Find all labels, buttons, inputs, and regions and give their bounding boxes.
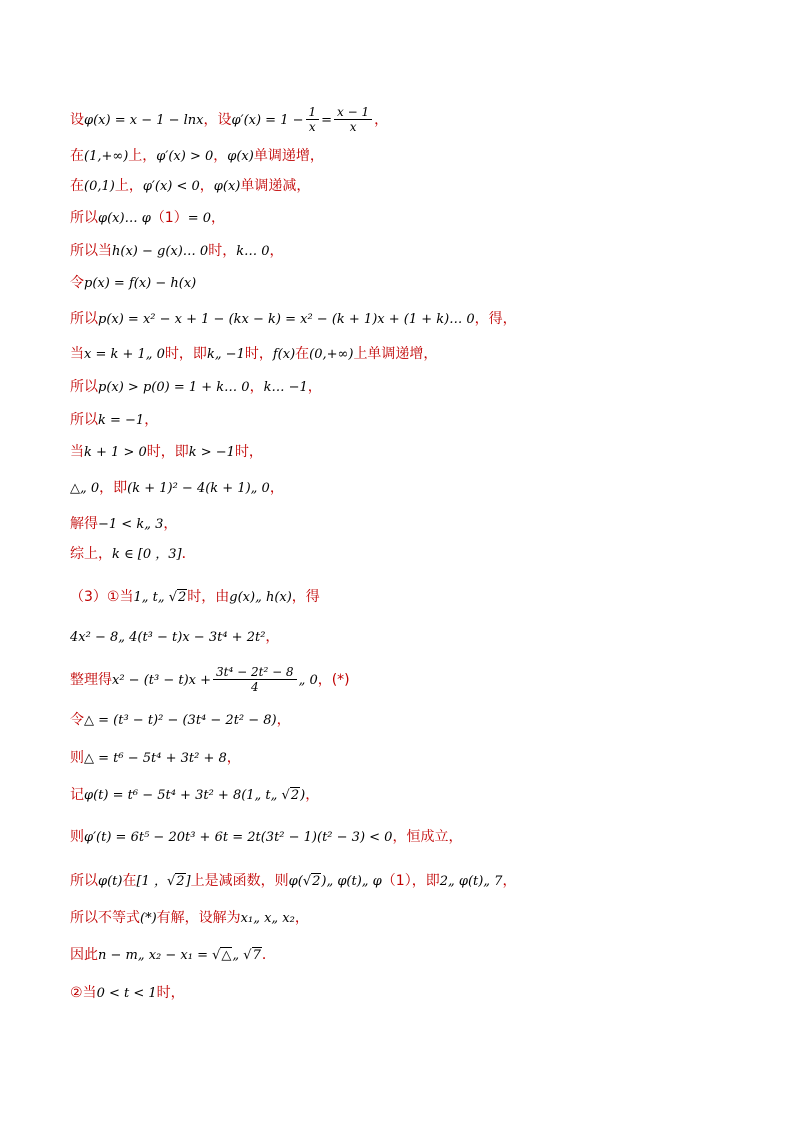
chinese-text: 整理得: [70, 672, 112, 688]
fraction-denominator: x: [349, 120, 357, 134]
math-expression: (*): [140, 911, 157, 926]
radical-sign-icon: √: [281, 788, 290, 803]
text-line: [70, 626, 279, 648]
chinese-text: 时，: [244, 346, 273, 362]
text-line: [70, 272, 196, 294]
math-expression: φ′(x) < 0: [142, 179, 200, 194]
fraction-numerator: x − 1: [334, 105, 372, 120]
radicand: 2: [178, 590, 187, 605]
chinese-text: （1）: [150, 210, 188, 226]
chinese-text: 时，: [156, 985, 185, 1001]
chinese-text: （1），即: [381, 873, 440, 889]
math-expression: k… 0: [236, 244, 270, 259]
square-root: [212, 947, 232, 963]
chinese-text: ，: [269, 480, 284, 496]
chinese-text: ②当: [70, 985, 97, 1001]
text-line: [70, 907, 309, 929]
chinese-text: 综上，: [70, 546, 112, 562]
chinese-text: 单调递减，: [240, 178, 311, 194]
chinese-text: 上，: [114, 178, 143, 194]
chinese-text: 在: [295, 346, 310, 362]
radicand: 2: [290, 788, 300, 803]
chinese-text: 所以: [70, 873, 98, 889]
math-expression: △„ 0: [70, 481, 100, 496]
chinese-text: 在: [122, 873, 137, 889]
math-expression: φ′(x) = 1 −: [231, 113, 304, 128]
chinese-text: ，恒成立，: [392, 829, 463, 845]
chinese-text: 解得: [70, 516, 98, 532]
fraction-numerator: 1: [306, 105, 320, 120]
text-line: [70, 784, 319, 806]
math-expression: φ′(t) = 6t⁵ − 20t³ + 6t = 2t(3t² − 1)(t² − 3) < 0: [84, 830, 393, 845]
math-expression: x₁„ x„ x₂: [240, 911, 295, 926]
square-root: [303, 873, 322, 889]
chinese-text: ．: [181, 546, 196, 562]
math-expression: k ∈ [0 ，3]: [112, 547, 182, 562]
chinese-text: ，得，: [474, 311, 517, 327]
chinese-text: ，(*): [317, 672, 350, 688]
square-root: [169, 589, 188, 605]
chinese-text: 则: [70, 750, 84, 766]
text-line: [70, 105, 388, 134]
math-expression: φ(x) = x − 1 − lnx: [84, 113, 204, 128]
math-expression: φ(: [288, 874, 303, 889]
math-expression: x = k + 1„ 0: [84, 347, 165, 362]
math-expression: φ(t) = t⁶ − 5t⁴ + 3t² + 8(1„ t„: [84, 788, 282, 803]
math-expression: h(x) − g(x)… 0: [112, 244, 209, 259]
fraction-numerator: 3t⁴ − 2t² − 8: [213, 665, 297, 680]
math-expression: k„ −1: [206, 347, 245, 362]
math-expression: k = −1: [98, 413, 145, 428]
chinese-text: 单调递增，: [253, 148, 324, 164]
math-expression: k + 1 > 0: [84, 445, 147, 460]
text-line: [70, 343, 437, 365]
math-expression: „ 0: [298, 673, 318, 688]
text-line: [70, 376, 322, 398]
radical-sign-icon: √: [168, 590, 177, 605]
math-expression: k > −1: [188, 445, 235, 460]
chinese-text: （3）①当: [70, 589, 134, 605]
chinese-text: ．: [261, 947, 276, 963]
text-line: [70, 586, 320, 608]
text-line: [70, 747, 241, 769]
math-expression: 2„ φ(t)„ 7: [439, 874, 503, 889]
text-line: [70, 870, 516, 892]
chinese-text: 令: [70, 275, 84, 291]
chinese-text: ，: [199, 178, 214, 194]
radical-sign-icon: √: [166, 874, 176, 889]
text-line: [70, 409, 158, 431]
chinese-text: 上是减函数，则: [190, 873, 289, 889]
math-expression: 1„ t„: [133, 590, 169, 605]
chinese-text: 上，: [128, 148, 157, 164]
chinese-text: ，: [265, 629, 280, 645]
chinese-text: 时，即: [146, 444, 189, 460]
text-line: [70, 826, 462, 848]
chinese-text: ，: [305, 787, 320, 803]
chinese-text: 所以: [70, 311, 98, 327]
text-line: [70, 175, 310, 197]
math-expression: ): [300, 788, 306, 803]
chinese-text: ，: [211, 210, 226, 226]
radical-sign-icon: √: [243, 948, 252, 963]
chinese-text: ，: [307, 379, 322, 395]
chinese-text: ，得: [291, 589, 320, 605]
chinese-text: ，: [269, 243, 284, 259]
square-root: [282, 787, 301, 803]
math-expression: p(x) > p(0) = 1 + k… 0: [98, 380, 250, 395]
chinese-text: 在: [70, 148, 84, 164]
radical-sign-icon: √: [212, 948, 221, 963]
fraction: [306, 105, 320, 134]
fraction: [334, 105, 372, 134]
math-expression: (k + 1)² − 4(k + 1)„ 0: [127, 481, 270, 496]
radicand: △: [221, 948, 232, 963]
math-expression: (0,+∞): [309, 347, 354, 362]
math-expression: 4x² − 8„ 4(t³ − t)x − 3t⁴ + 2t²: [70, 630, 266, 645]
text-line: [70, 145, 324, 167]
chinese-text: ，即: [99, 480, 128, 496]
square-root: [167, 873, 186, 889]
chinese-text: 上单调递增，: [353, 346, 438, 362]
chinese-text: ，: [226, 750, 241, 766]
math-expression: n − m„ x₂ − x₁ =: [98, 948, 213, 963]
math-expression: x² − (t³ − t)x +: [112, 673, 212, 688]
chinese-text: ，: [163, 516, 178, 532]
math-expression: (1,+∞): [84, 149, 129, 164]
math-expression: φ(t): [98, 874, 123, 889]
chinese-text: 当: [70, 346, 84, 362]
chinese-text: ，设: [203, 112, 232, 128]
chinese-text: ，: [213, 148, 228, 164]
text-line: [70, 944, 276, 966]
text-line: [70, 709, 291, 731]
math-expression: k… −1: [263, 380, 308, 395]
math-expression: f(x): [272, 347, 296, 362]
fraction-denominator: x: [308, 120, 316, 134]
text-line: [70, 477, 284, 499]
math-expression: p(x) = f(x) − h(x): [84, 276, 197, 291]
math-expression: g(x)„ h(x): [229, 590, 292, 605]
chinese-text: 时，即: [164, 346, 207, 362]
math-expression: △ = t⁶ − 5t⁴ + 3t² + 8: [84, 751, 227, 766]
chinese-text: 记: [70, 787, 84, 803]
math-expression: )„ φ(t)„ φ: [321, 874, 382, 889]
text-line: [70, 308, 517, 330]
math-expression: 0 < t < 1: [96, 986, 157, 1001]
fraction-denominator: 4: [250, 680, 259, 694]
radical-sign-icon: √: [302, 874, 312, 889]
chinese-text: 因此: [70, 947, 98, 963]
math-expression: φ(x)… φ: [98, 211, 151, 226]
math-expression: ]: [185, 874, 191, 889]
chinese-text: 令: [70, 712, 84, 728]
radicand: 7: [252, 948, 261, 963]
chinese-text: 时，由: [187, 589, 230, 605]
math-expression: (0,1): [84, 179, 115, 194]
chinese-text: ，: [374, 112, 389, 128]
text-line: [70, 513, 177, 535]
chinese-text: 所以当: [70, 243, 112, 259]
text-line: [70, 665, 350, 694]
chinese-text: 所以: [70, 210, 98, 226]
chinese-text: 时，: [208, 243, 237, 259]
text-line: [70, 441, 263, 463]
chinese-text: 设: [70, 112, 84, 128]
math-expression: φ(x): [213, 179, 241, 194]
chinese-text: ，: [144, 412, 159, 428]
chinese-text: 所以: [70, 412, 98, 428]
math-expression: φ(x): [227, 149, 254, 164]
math-expression: φ′(x) > 0: [156, 149, 214, 164]
chinese-text: 有解，设解为: [156, 910, 241, 926]
text-line: [70, 207, 225, 229]
square-root: [243, 947, 262, 963]
math-expression: △ = (t³ − t)² − (3t⁴ − 2t² − 8): [84, 713, 277, 728]
radicand: 2: [312, 874, 321, 889]
chinese-text: 当: [70, 444, 84, 460]
chinese-text: ，: [294, 910, 309, 926]
chinese-text: 所以不等式: [70, 910, 140, 926]
text-line: [70, 240, 284, 262]
radicand: 2: [176, 874, 185, 889]
text-line: [70, 543, 196, 565]
chinese-text: ，: [502, 873, 517, 889]
chinese-text: ，: [249, 379, 264, 395]
text-line: [70, 982, 185, 1004]
chinese-text: 在: [70, 178, 84, 194]
chinese-text: 时，: [234, 444, 263, 460]
math-expression: =: [321, 113, 333, 128]
chinese-text: 则: [70, 829, 84, 845]
math-expression: [1 ，: [136, 874, 167, 889]
chinese-text: ，: [276, 712, 291, 728]
chinese-text: 所以: [70, 379, 98, 395]
math-expression: „: [232, 948, 244, 963]
fraction: [213, 665, 297, 694]
math-expression: −1 < k„ 3: [98, 517, 164, 532]
math-expression: = 0: [187, 211, 212, 226]
math-expression: p(x) = x² − x + 1 − (kx − k) = x² − (k + 1)x + (1 + k)… 0: [98, 312, 475, 327]
